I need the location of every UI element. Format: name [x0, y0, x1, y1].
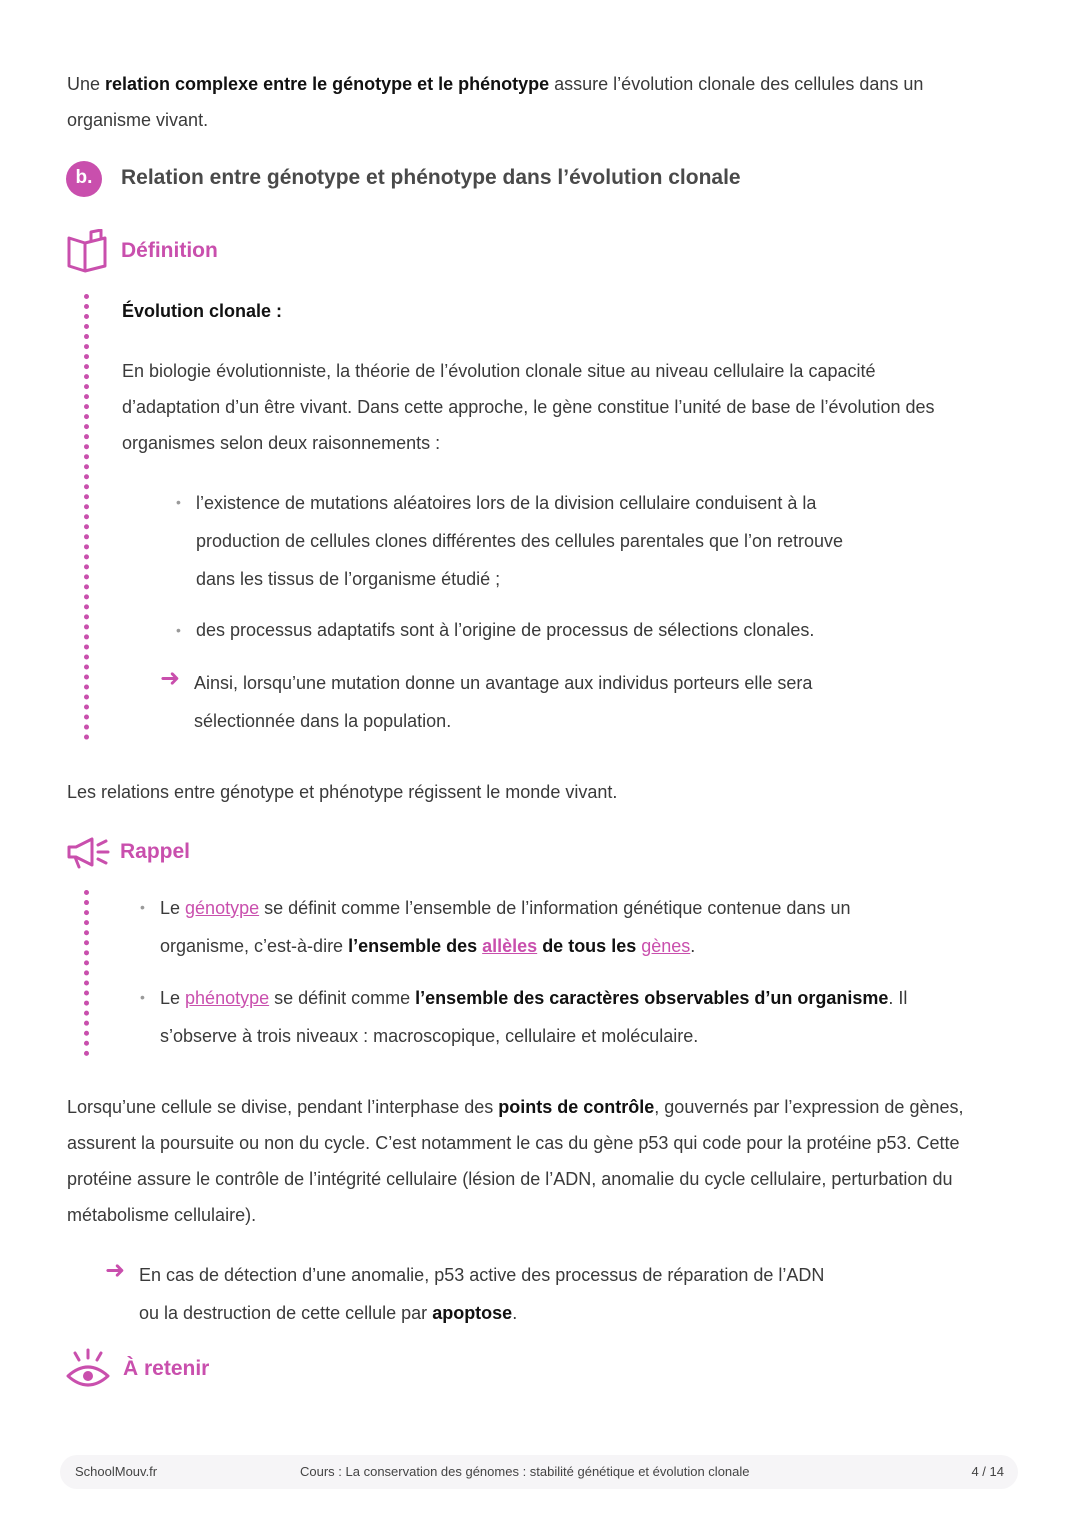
intro-paragraph	[67, 66, 1027, 138]
conclusion-line: sélectionnée dans la population.	[194, 711, 452, 731]
intro-text: organisme vivant.	[67, 110, 209, 130]
rappel-line	[160, 979, 1020, 1017]
intro-bold: relation complexe entre le génotype et le phénotype	[105, 74, 550, 94]
division-paragraph	[67, 1089, 1027, 1233]
page-footer	[60, 1455, 1018, 1489]
arrow-right-icon: ➜	[105, 1257, 126, 1284]
text: ou la destruction de cette cellule par	[139, 1303, 433, 1323]
intro-text: assure l’évolution clonale des cellules dans un	[549, 74, 924, 94]
definition-border	[84, 294, 93, 740]
definition-conclusion	[194, 664, 812, 740]
bullet-dot: •	[176, 622, 181, 638]
text: .	[690, 936, 696, 956]
intro-text: Une	[67, 74, 106, 94]
definition-bullet-2: des processus adaptatifs sont à l’origine de processus de sélections clonales.	[196, 620, 815, 640]
bullet-line: l’existence de mutations aléatoires lors de la division cellulaire conduisent à la	[196, 493, 817, 513]
alleles-link[interactable]: allèles	[482, 936, 538, 956]
relations-paragraph: Les relations entre génotype et phénotype régissent le monde vivant.	[67, 782, 618, 802]
text: , gouvernés par l’expression de gènes,	[654, 1097, 964, 1117]
definition-line: d’adaptation d’un être vivant. Dans cette approche, le gène constitue l’unité de base de l’évolution des	[122, 397, 935, 417]
phenotype-link[interactable]: phénotype	[185, 988, 270, 1008]
bullet-line: production de cellules clones différentes des cellules parentales que l’on retrouve	[196, 531, 844, 551]
text: organisme, c’est-à-dire	[160, 936, 349, 956]
arrow-right-icon: ➜	[160, 665, 181, 692]
division-line: assurent la poursuite ou non du cycle. C’est notamment le cas du gène p53 qui code pour la protéine p53. Cette	[67, 1133, 960, 1153]
rappel-line	[160, 927, 1020, 965]
definition-term-label: Évolution clonale :	[122, 301, 283, 321]
definition-line: En biologie évolutionniste, la théorie de l’évolution clonale situe au niveau cellulaire la capacité	[122, 361, 876, 381]
genes-link[interactable]: gènes	[641, 936, 691, 956]
bold-text: de tous les	[537, 936, 642, 956]
text: .	[512, 1303, 518, 1323]
definition-text	[122, 353, 1022, 461]
text: Le	[160, 988, 186, 1008]
bold-text: points de contrôle	[498, 1097, 655, 1117]
footer-site: SchoolMouv.fr	[75, 1464, 158, 1479]
p53-line	[139, 1294, 824, 1332]
bold-text: l’ensemble des caractères observables d’un organisme	[415, 988, 889, 1008]
p53-conclusion	[139, 1256, 824, 1332]
footer-course: Cours : La conservation des génomes : stabilité génétique et évolution clonale	[300, 1464, 750, 1479]
definition-line: organismes selon deux raisonnements :	[122, 433, 441, 453]
retenir-title: À retenir	[123, 1357, 210, 1380]
bold-text: l’ensemble des	[348, 936, 483, 956]
bullet-dot: •	[140, 899, 145, 915]
division-line: protéine assure le contrôle de l’intégrité cellulaire (lésion de l’ADN, anomalie du cycle cellulaire, perturbation du	[67, 1169, 953, 1189]
p53-line: En cas de détection d’une anomalie, p53 active des processus de réparation de l’ADN	[139, 1265, 825, 1285]
text: se définit comme	[269, 988, 416, 1008]
megaphone-icon	[66, 836, 112, 870]
text: se définit comme l’ensemble de l’information génétique contenue dans un	[259, 898, 851, 918]
section-badge-label: b.	[75, 167, 93, 188]
definition-bullet-1	[196, 484, 976, 598]
eye-icon	[65, 1348, 111, 1390]
bullet-dot: •	[140, 989, 145, 1005]
rappel-title: Rappel	[120, 840, 191, 863]
bullet-dot: •	[176, 494, 181, 510]
rappel-line: s’observe à trois niveaux : macroscopique, cellulaire et moléculaire.	[160, 1026, 699, 1046]
genotype-link[interactable]: génotype	[185, 898, 260, 918]
rappel-item-genotype	[160, 889, 1020, 965]
section-title: Relation entre génotype et phénotype dans l’évolution clonale	[121, 166, 741, 189]
section-badge	[66, 161, 102, 197]
conclusion-line: Ainsi, lorsqu’une mutation donne un avantage aux individus porteurs elle sera	[194, 673, 813, 693]
text: . Il	[888, 988, 908, 1008]
bullet-line: dans les tissus de l’organisme étudié ;	[196, 569, 501, 589]
rappel-item-phenotype	[160, 979, 1020, 1055]
text: Lorsqu’une cellule se divise, pendant l’interphase des	[67, 1097, 499, 1117]
definition-term	[122, 293, 282, 329]
footer-page: 4 / 14	[971, 1464, 1004, 1479]
text: Le	[160, 898, 186, 918]
division-line	[67, 1089, 1027, 1125]
rappel-border	[84, 890, 93, 1056]
bold-text: apoptose	[432, 1303, 513, 1323]
definition-title: Définition	[121, 239, 218, 262]
book-icon	[66, 229, 108, 273]
rappel-line	[160, 889, 1020, 927]
division-line: métabolisme cellulaire).	[67, 1205, 257, 1225]
